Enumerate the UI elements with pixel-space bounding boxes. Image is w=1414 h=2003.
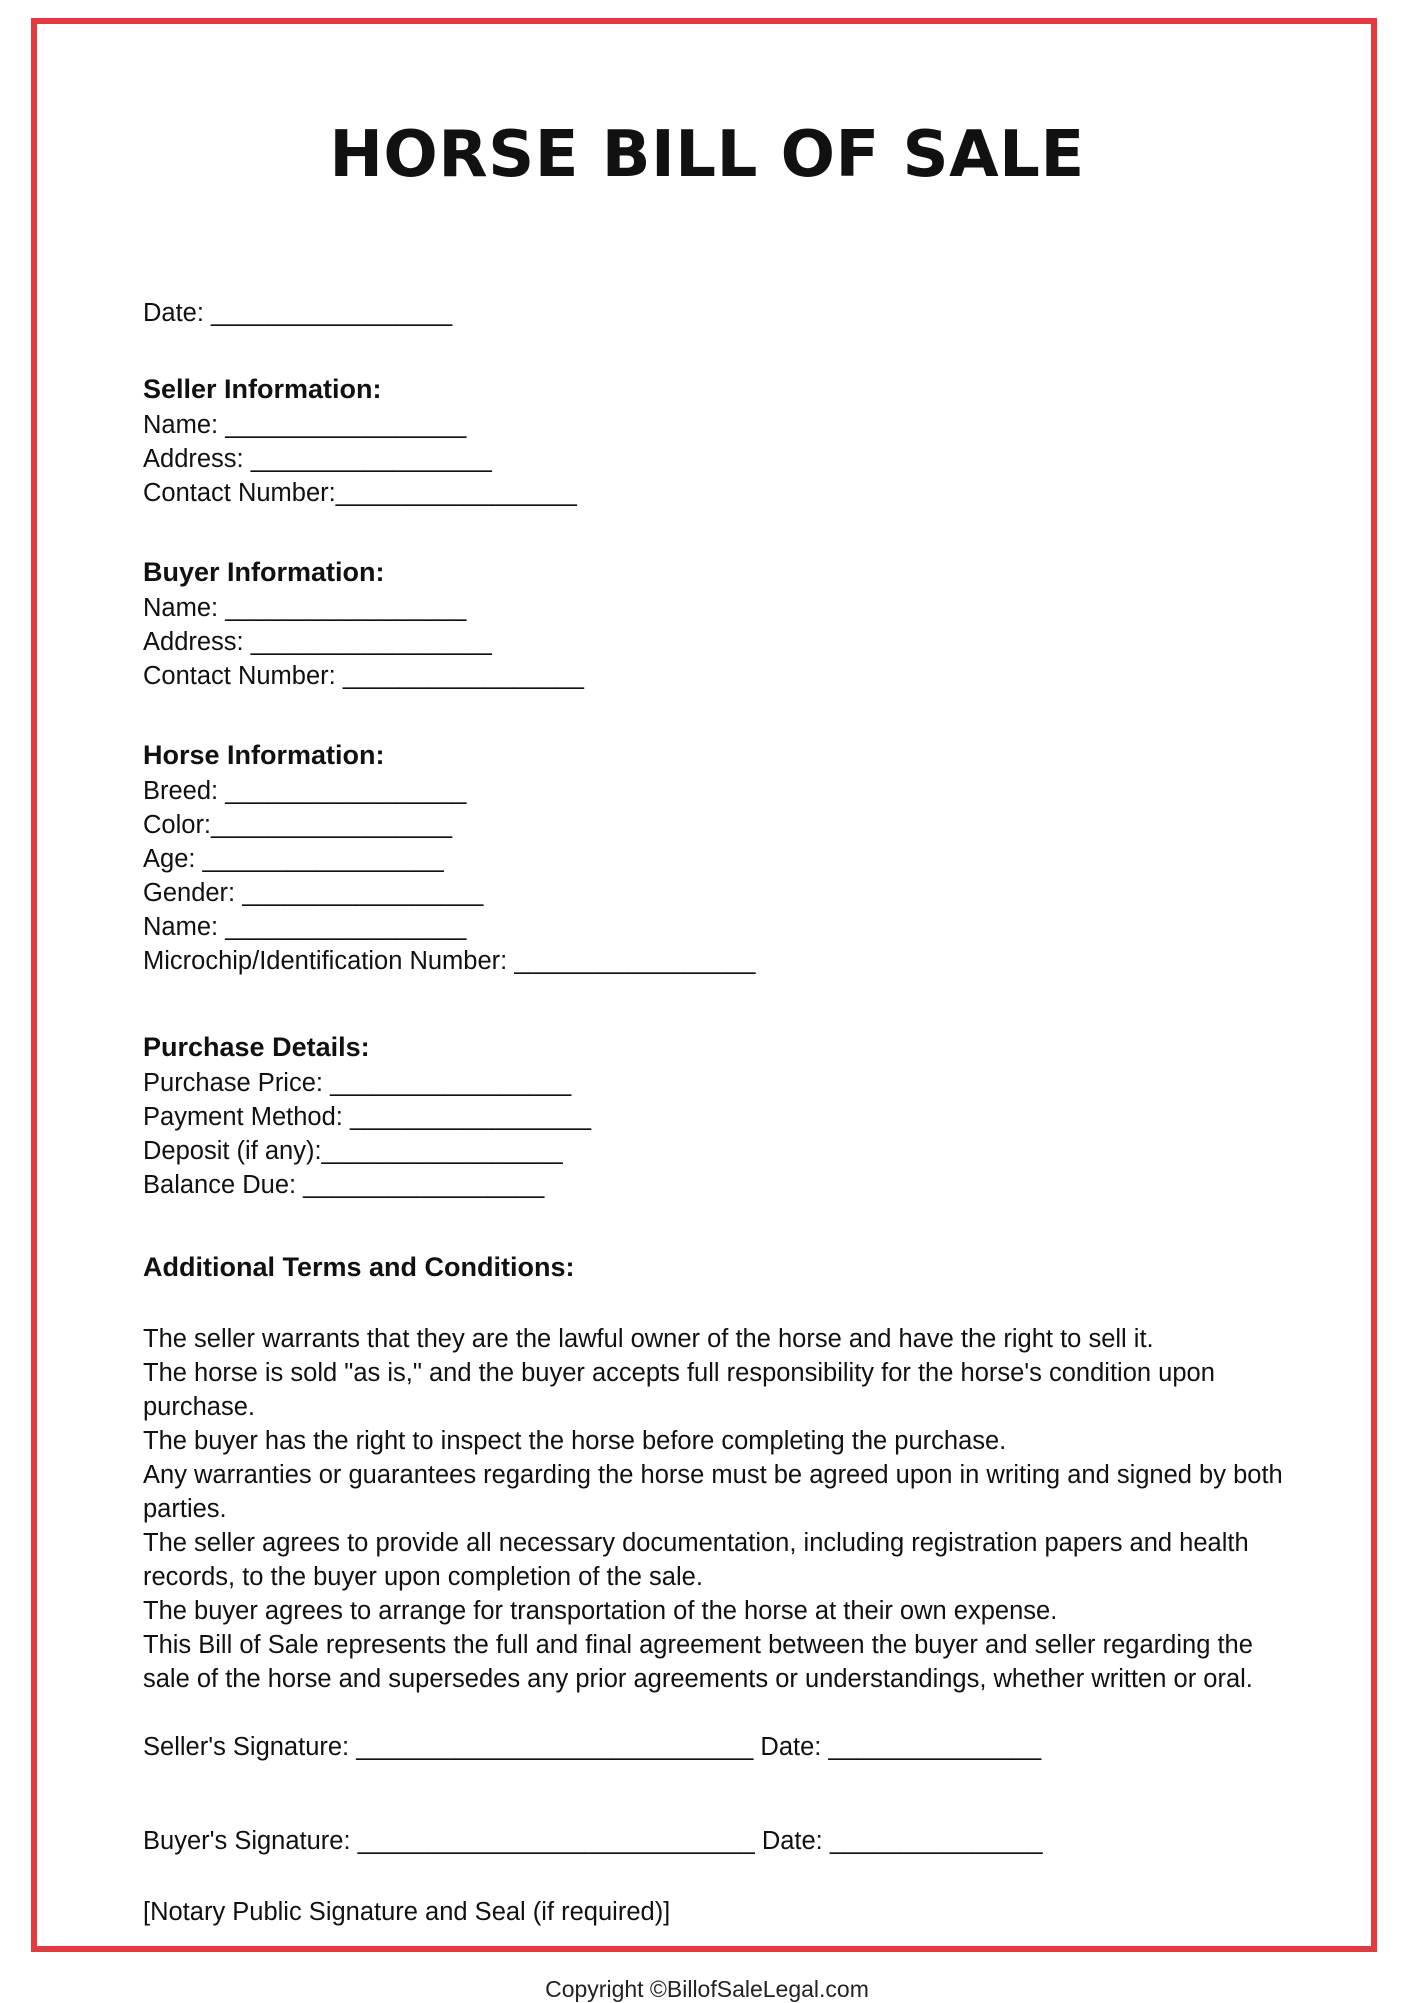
terms-heading: Additional Terms and Conditions:: [143, 1252, 575, 1282]
seller-signature-line[interactable]: Seller's Signature: ____________________________ Date: _______________: [143, 1733, 1042, 1761]
date-field[interactable]: Date: _________________: [143, 299, 453, 327]
terms-item: Any warranties or guarantees regarding the horse must be agreed upon in writing and signed by both parties.: [143, 1461, 1283, 1523]
notary-note: [Notary Public Signature and Seal (if required)]: [143, 1898, 671, 1926]
seller-address-field[interactable]: Address: _________________: [143, 445, 492, 473]
buyer-name-field[interactable]: Name: _________________: [143, 594, 467, 622]
terms-item: The seller warrants that they are the lawful owner of the horse and have the right to sell it.: [143, 1325, 1154, 1353]
horse-name-field[interactable]: Name: _________________: [143, 913, 467, 941]
balance-due-field[interactable]: Balance Due: _________________: [143, 1171, 545, 1199]
buyer-signature-line[interactable]: Buyer's Signature: ____________________________ Date: _______________: [143, 1827, 1043, 1855]
copyright-footer: Copyright ©BillofSaleLegal.com: [545, 1976, 869, 2002]
deposit-field[interactable]: Deposit (if any):_________________: [143, 1137, 563, 1165]
seller-heading: Seller Information:: [143, 374, 382, 404]
buyer-address-field[interactable]: Address: _________________: [143, 628, 492, 656]
horse-color-field[interactable]: Color:_________________: [143, 811, 453, 839]
terms-item: The buyer agrees to arrange for transportation of the horse at their own expense.: [143, 1597, 1058, 1625]
purchase-heading: Purchase Details:: [143, 1032, 370, 1062]
terms-item: This Bill of Sale represents the full and final agreement between the buyer and seller regarding the sale of the horse and supersedes any prior agreements or understandings, whether written or oral.: [143, 1631, 1253, 1693]
horse-breed-field[interactable]: Breed: _________________: [143, 777, 467, 805]
buyer-contact-field[interactable]: Contact Number: _________________: [143, 662, 584, 690]
terms-item: The buyer has the right to inspect the horse before completing the purchase.: [143, 1427, 1007, 1455]
horse-age-field[interactable]: Age: _________________: [143, 845, 444, 873]
horse-heading: Horse Information:: [143, 740, 385, 770]
seller-name-field[interactable]: Name: _________________: [143, 411, 467, 439]
terms-item: The horse is sold "as is," and the buyer accepts full responsibility for the horse's condition upon purchase.: [143, 1359, 1215, 1421]
buyer-heading: Buyer Information:: [143, 557, 385, 587]
horse-gender-field[interactable]: Gender: _________________: [143, 879, 484, 907]
terms-item: The seller agrees to provide all necessary documentation, including registration papers and health records, to the buyer upon completion of the sale.: [143, 1529, 1249, 1591]
payment-method-field[interactable]: Payment Method: _________________: [143, 1103, 592, 1131]
horse-microchip-field[interactable]: Microchip/Identification Number: _________________: [143, 947, 756, 975]
seller-contact-field[interactable]: Contact Number:_________________: [143, 479, 577, 507]
document-title: HORSE BILL OF SALE: [329, 118, 1085, 192]
purchase-price-field[interactable]: Purchase Price: _________________: [143, 1069, 572, 1097]
